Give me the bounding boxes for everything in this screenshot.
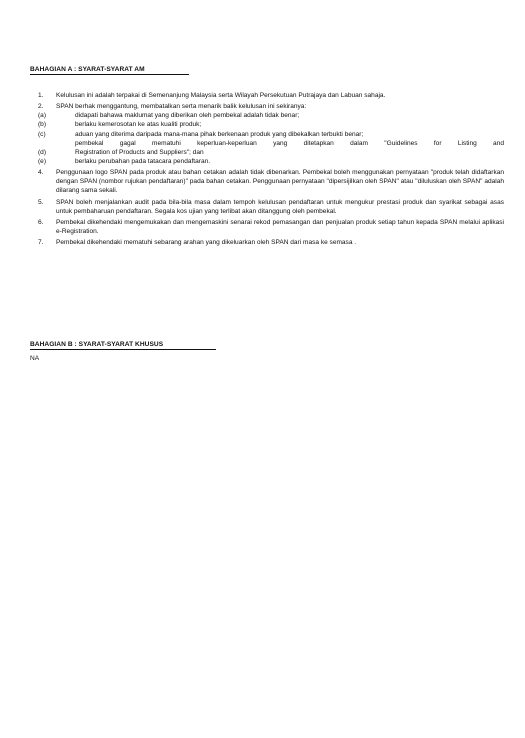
item-number: 2.	[38, 103, 44, 111]
list-item	[38, 198, 504, 216]
item-number: 4.	[38, 169, 44, 177]
item-number: 1.	[38, 92, 44, 99]
sub-item-text: didapati bahawa maklumat yang diberikan oleh pembekal adalah tidak benar;	[75, 112, 300, 120]
item-number: 5.	[38, 198, 44, 206]
sub-item-letter: (d)	[38, 148, 47, 156]
general-conditions-list	[38, 91, 504, 247]
sub-item	[38, 130, 504, 139]
list-item	[38, 218, 504, 236]
sub-item-text: aduan yang diterima daripada mana-mana pihak berkenaan produk yang dibekalkan terbukti benar;	[75, 130, 364, 138]
sub-item	[38, 148, 504, 157]
item-text: Pembekal dikehendaki mengemukakan dan mengemaskini senarai rekod pemasangan dan penjualan produk setiap tahun kepada SPAN melalui aplikasi e-Registration.	[56, 218, 504, 236]
list-item	[38, 168, 504, 195]
item-text: SPAN berhak menggantung, membatalkan serta menarik balik kelulusan ini sekiranya:	[56, 103, 307, 111]
section-b-heading: BAHAGIAN B : SYARAT-SYARAT KHUSUS	[30, 341, 216, 350]
sub-item-letter: (c)	[38, 130, 46, 138]
item-text: Pembekal dikehendaki mematuhi sebarang arahan yang dikeluarkan oleh SPAN dari masa ke semasa .	[56, 239, 357, 247]
item-text: SPAN boleh menjalankan audit pada bila-bila masa dalam tempoh kelulusan pendaftaran untuk mengukur prestasi produk dan syarikat sebagai asas untuk pembaharuan pendaftaran. Segala kos ujian yang terlibat akan ditanggung oleh pembekal.	[56, 198, 504, 215]
section-a-heading: BAHAGIAN A : SYARAT-SYARAT AM	[30, 66, 189, 75]
sub-list	[38, 111, 504, 166]
sub-item	[38, 157, 504, 166]
sub-item-text: berlaku perubahan pada tatacara pendaftaran.	[75, 157, 211, 165]
sub-item	[38, 120, 504, 129]
sub-item-text: pembekal gagal mematuhi keperluan-keperluan yang ditetapkan dalam "Guidelines for Listing and	[75, 139, 504, 147]
sub-item-letter: (a)	[38, 112, 47, 120]
sub-item-letter: (e)	[38, 157, 47, 165]
item-number: 7.	[38, 239, 44, 247]
sub-item-text: berlaku kemerosotan ke atas kualiti produk;	[75, 121, 202, 129]
sub-item-letter: (b)	[38, 121, 47, 129]
item-text: Penggunaan logo SPAN pada produk atau bahan cetakan adalah tidak dibenarkan. Pembekal boleh menggunakan pernyataan "produk telah didaftarkan dengan SPAN (nombor rujukan pendaftaran)" pada bahan cetakan. Penggunaan pernyataan "dipersijilkan oleh SPAN" atau "diluluskan oleh SPAN" adalah dilarang sama sekali.	[56, 169, 504, 195]
list-item	[38, 102, 504, 166]
item-number: 6.	[38, 218, 44, 226]
sub-item-text: Registration of Products and Suppliers"; dan	[75, 148, 204, 156]
sub-item	[38, 139, 504, 148]
item-text: Kelulusan ini adalah terpakai di Semenanjung Malaysia serta Wilayah Persekutuan Putrajaya dan Labuan sahaja.	[56, 92, 386, 99]
sub-item	[38, 111, 504, 120]
list-item	[38, 91, 504, 100]
list-item	[38, 238, 504, 247]
section-b-text: NA	[30, 355, 40, 362]
